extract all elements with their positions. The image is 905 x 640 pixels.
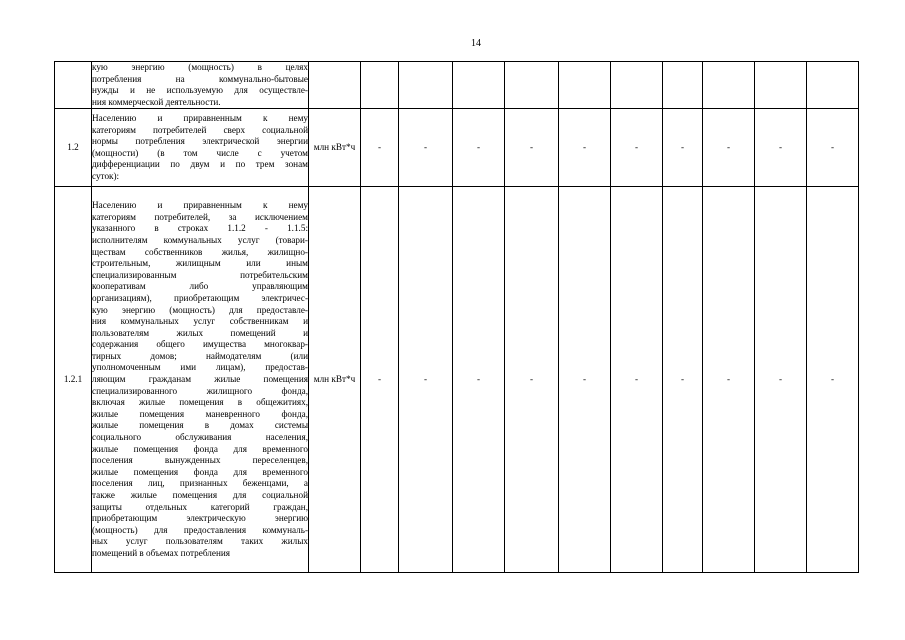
row-value-cell: - bbox=[453, 109, 505, 187]
description-line: защиты отдельных категорий граждан, bbox=[92, 501, 308, 512]
description-line: специализированным потребительским bbox=[92, 269, 308, 280]
description-line: нормы потребления электрической энергии bbox=[92, 136, 308, 147]
row-number-cell: 1.2.1 bbox=[55, 187, 92, 573]
row-number-cell bbox=[55, 62, 92, 109]
description-line: поселения лиц, признанных беженцами, а bbox=[92, 478, 308, 489]
description-line: категориям потребителей сверх социальной bbox=[92, 124, 308, 135]
row-value-cell: - bbox=[361, 109, 399, 187]
description-line: содержания общего имущества многоквар- bbox=[92, 339, 308, 350]
row-value-cell: - bbox=[807, 109, 859, 187]
row-value-cell bbox=[453, 62, 505, 109]
row-value-cell: - bbox=[361, 187, 399, 573]
table-body bbox=[55, 62, 859, 573]
description-line: Населению и приравненным к нему bbox=[92, 113, 308, 124]
row-value-cell bbox=[755, 62, 807, 109]
row-description-cell bbox=[92, 62, 309, 109]
row-value-cell bbox=[703, 62, 755, 109]
description-line: поселения вынужденных переселенцев, bbox=[92, 455, 308, 466]
description-line: потребления на коммунально-бытовые bbox=[92, 73, 308, 84]
row-value-cell: - bbox=[663, 109, 703, 187]
row-value-cell bbox=[611, 62, 663, 109]
row-value-cell: - bbox=[453, 187, 505, 573]
description-line: включая жилые помещения в общежитиях, bbox=[92, 397, 308, 408]
description-line: кооперативам либо управляющим bbox=[92, 281, 308, 292]
description-line: специализированного жилищного фонда, bbox=[92, 385, 308, 396]
row-value-cell bbox=[559, 62, 611, 109]
row-number-cell: 1.2 bbox=[55, 109, 92, 187]
description-line: также жилые помещения для социальной bbox=[92, 490, 308, 501]
row-value-cell bbox=[399, 62, 453, 109]
row-value-cell bbox=[505, 62, 559, 109]
row-value-cell: - bbox=[611, 187, 663, 573]
description-line: дифференциации по двум и по трем зонам bbox=[92, 159, 308, 170]
description-line: нужды и не используемую для осуществле- bbox=[92, 85, 308, 96]
row-unit-cell bbox=[309, 62, 361, 109]
row-value-cell: - bbox=[703, 109, 755, 187]
description-line: ния коммерческой деятельности. bbox=[92, 96, 221, 107]
description-line: тирных домов; наймодателям (или bbox=[92, 350, 308, 361]
row-value-cell: - bbox=[807, 187, 859, 573]
row-value-cell bbox=[663, 62, 703, 109]
row-value-cell bbox=[361, 62, 399, 109]
description-line: жилые помещения в домах системы bbox=[92, 420, 308, 431]
row-value-cell bbox=[807, 62, 859, 109]
description-line: исполнителям коммунальных услуг (товари- bbox=[92, 234, 308, 245]
description-line: жилые помещения фонда для временного bbox=[92, 466, 308, 477]
description-line: организациям), приобретающим электричес- bbox=[92, 292, 308, 303]
row-value-cell: - bbox=[559, 187, 611, 573]
row-value-cell: - bbox=[559, 109, 611, 187]
row-value-cell: - bbox=[399, 109, 453, 187]
row-value-cell: - bbox=[755, 109, 807, 187]
description-line: жилые помещения фонда для временного bbox=[92, 443, 308, 454]
row-value-cell: - bbox=[505, 109, 559, 187]
description-line: кую энергию (мощность) в целях bbox=[92, 62, 308, 72]
description-line: кую энергию (мощность) для предоставле- bbox=[92, 304, 308, 315]
table-row bbox=[55, 62, 859, 109]
description-line: ществам собственников жилья, жилищно- bbox=[92, 246, 308, 257]
row-description-cell bbox=[92, 109, 309, 187]
row-value-cell: - bbox=[399, 187, 453, 573]
description-line: указанного в строках 1.1.2 - 1.1.5: bbox=[92, 223, 308, 234]
description-line: строительным, жилищным или иным bbox=[92, 258, 308, 269]
description-line: пользователям жилых помещений и bbox=[92, 327, 308, 338]
description-line: помещений в объемах потребления bbox=[92, 547, 231, 558]
row-value-cell: - bbox=[663, 187, 703, 573]
description-line: уполномоченным ими лицам), предостав- bbox=[92, 362, 308, 373]
row-value-cell: - bbox=[505, 187, 559, 573]
description-line: приобретающим электрическую энергию bbox=[92, 513, 308, 524]
description-line: социального обслуживания населения, bbox=[92, 432, 308, 443]
row-unit-cell: млн кВт*ч bbox=[309, 109, 361, 187]
row-value-cell: - bbox=[703, 187, 755, 573]
row-value-cell: - bbox=[755, 187, 807, 573]
row-unit-cell: млн кВт*ч bbox=[309, 187, 361, 573]
description-line: (мощность) для предоставления коммуналь- bbox=[92, 524, 308, 535]
page-number: 14 bbox=[471, 38, 481, 49]
description-line: суток): bbox=[92, 171, 120, 182]
description-line: ния коммунальных услуг собственникам и bbox=[92, 316, 308, 327]
description-line: категориям потребителей, за исключением bbox=[92, 211, 308, 222]
description-line: Населению и приравненным к нему bbox=[92, 200, 308, 211]
table-row bbox=[55, 187, 859, 573]
description-line: ных услуг пользователям таких жилых bbox=[92, 536, 308, 547]
row-description-cell bbox=[92, 187, 309, 573]
table-row bbox=[55, 109, 859, 187]
row-value-cell: - bbox=[611, 109, 663, 187]
description-line: жилые помещения маневренного фонда, bbox=[92, 408, 308, 419]
description-line: ляющим гражданам жилые помещения bbox=[92, 374, 308, 385]
description-line: (мощности) (в том числе с учетом bbox=[92, 147, 308, 158]
tariff-table bbox=[54, 61, 859, 573]
